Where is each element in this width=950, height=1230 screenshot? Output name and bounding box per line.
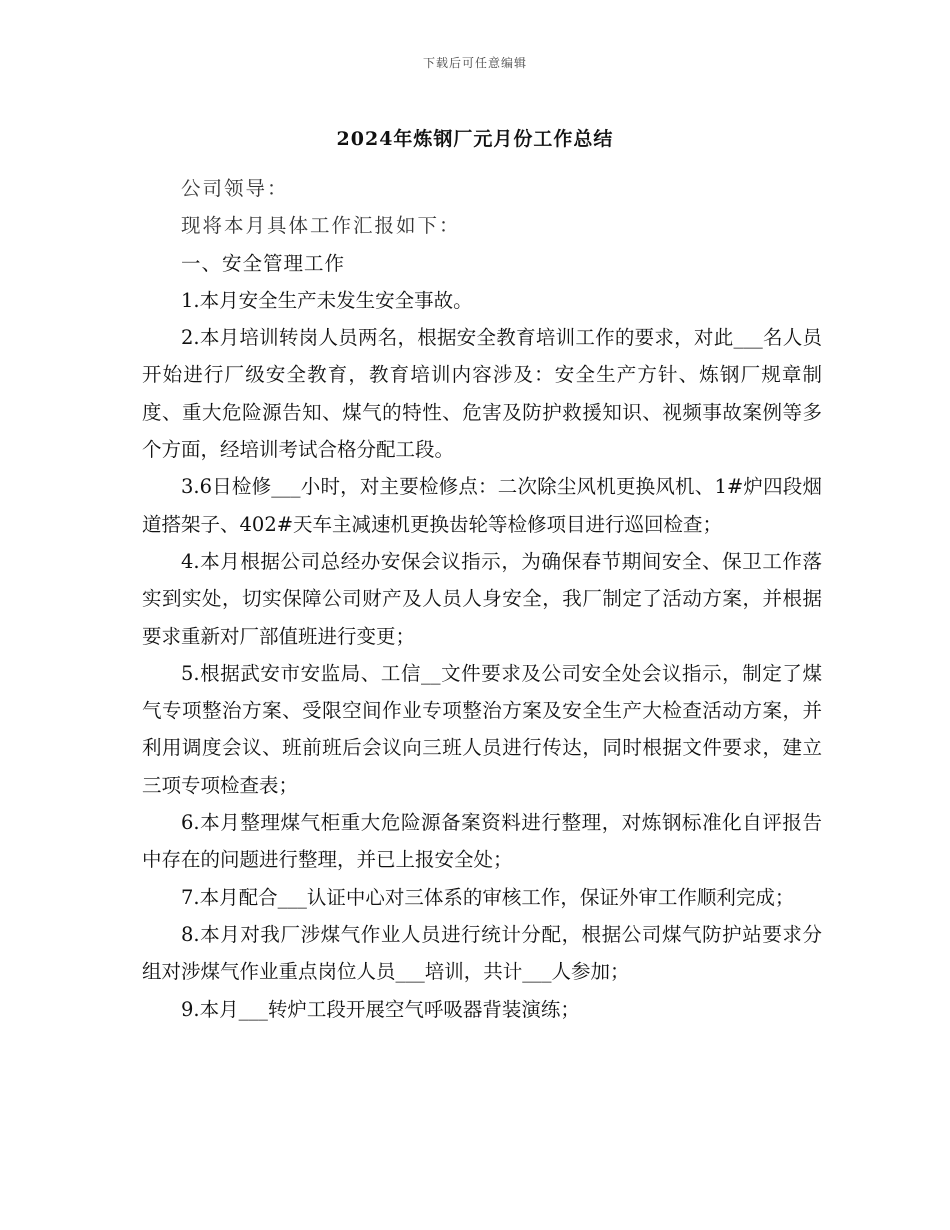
intro-paragraph: 现将本月具体工作汇报如下： [181,214,461,238]
document-body [142,170,822,1028]
list-item: 5.根据武安市安监局、工信__文件要求及公司安全处会议指示，制定了煤气专项整治方案、受限空间作业专项整治方案及安全生产大检查活动方案，并利用调度会议、班前班后会议向三班人员进行传达，同时根据文件要求，建立三项专项检查表； [142,661,822,797]
salutation: 公司领导： [181,177,289,200]
section-heading-safety: 一、安全管理工作 [181,251,346,275]
list-item: 2.本月培训转岗人员两名，根据安全教育培训工作的要求，对此___名人员开始进行厂级安全教育，教育培训内容涉及：安全生产方针、炼钢厂规章制度、重大危险源告知、煤气的特性、危害及防护救援知识、视频事故案例等多个方面，经培训考试合格分配工段。 [142,326,822,462]
list-item: 9.本月___转炉工段开展空气呼吸器背装演练； [181,997,580,1021]
page-header-note: 下载后可任意编辑 [422,56,527,70]
list-item: 4.本月根据公司总经办安保会议指示，为确保春节期间安全、保卫工作落实到实处，切实保障公司财产及人员人身安全，我厂制定了活动方案，并根据要求重新对厂部值班进行变更； [142,549,822,648]
list-item: 7.本月配合___认证中心对三体系的审核工作，保证外审工作顺利完成； [181,885,795,909]
list-item: 3.6日检修___小时，对主要检修点：二次除尘风机更换风机、1#炉四段烟道搭架子、402#天车主减速机更换齿轮等检修项目进行巡回检查； [142,475,822,536]
list-item: 1.本月安全生产未发生安全事故。 [181,288,473,312]
document-title: 2024年炼钢厂元月份工作总结 [336,128,614,150]
list-item: 6.本月整理煤气柜重大危险源备案资料进行整理，对炼钢标准化自评报告中存在的问题进行整理，并已上报安全处； [142,811,822,872]
list-item: 8.本月对我厂涉煤气作业人员进行统计分配，根据公司煤气防护站要求分组对涉煤气作业重点岗位人员___培训，共计___人参加； [142,922,822,984]
